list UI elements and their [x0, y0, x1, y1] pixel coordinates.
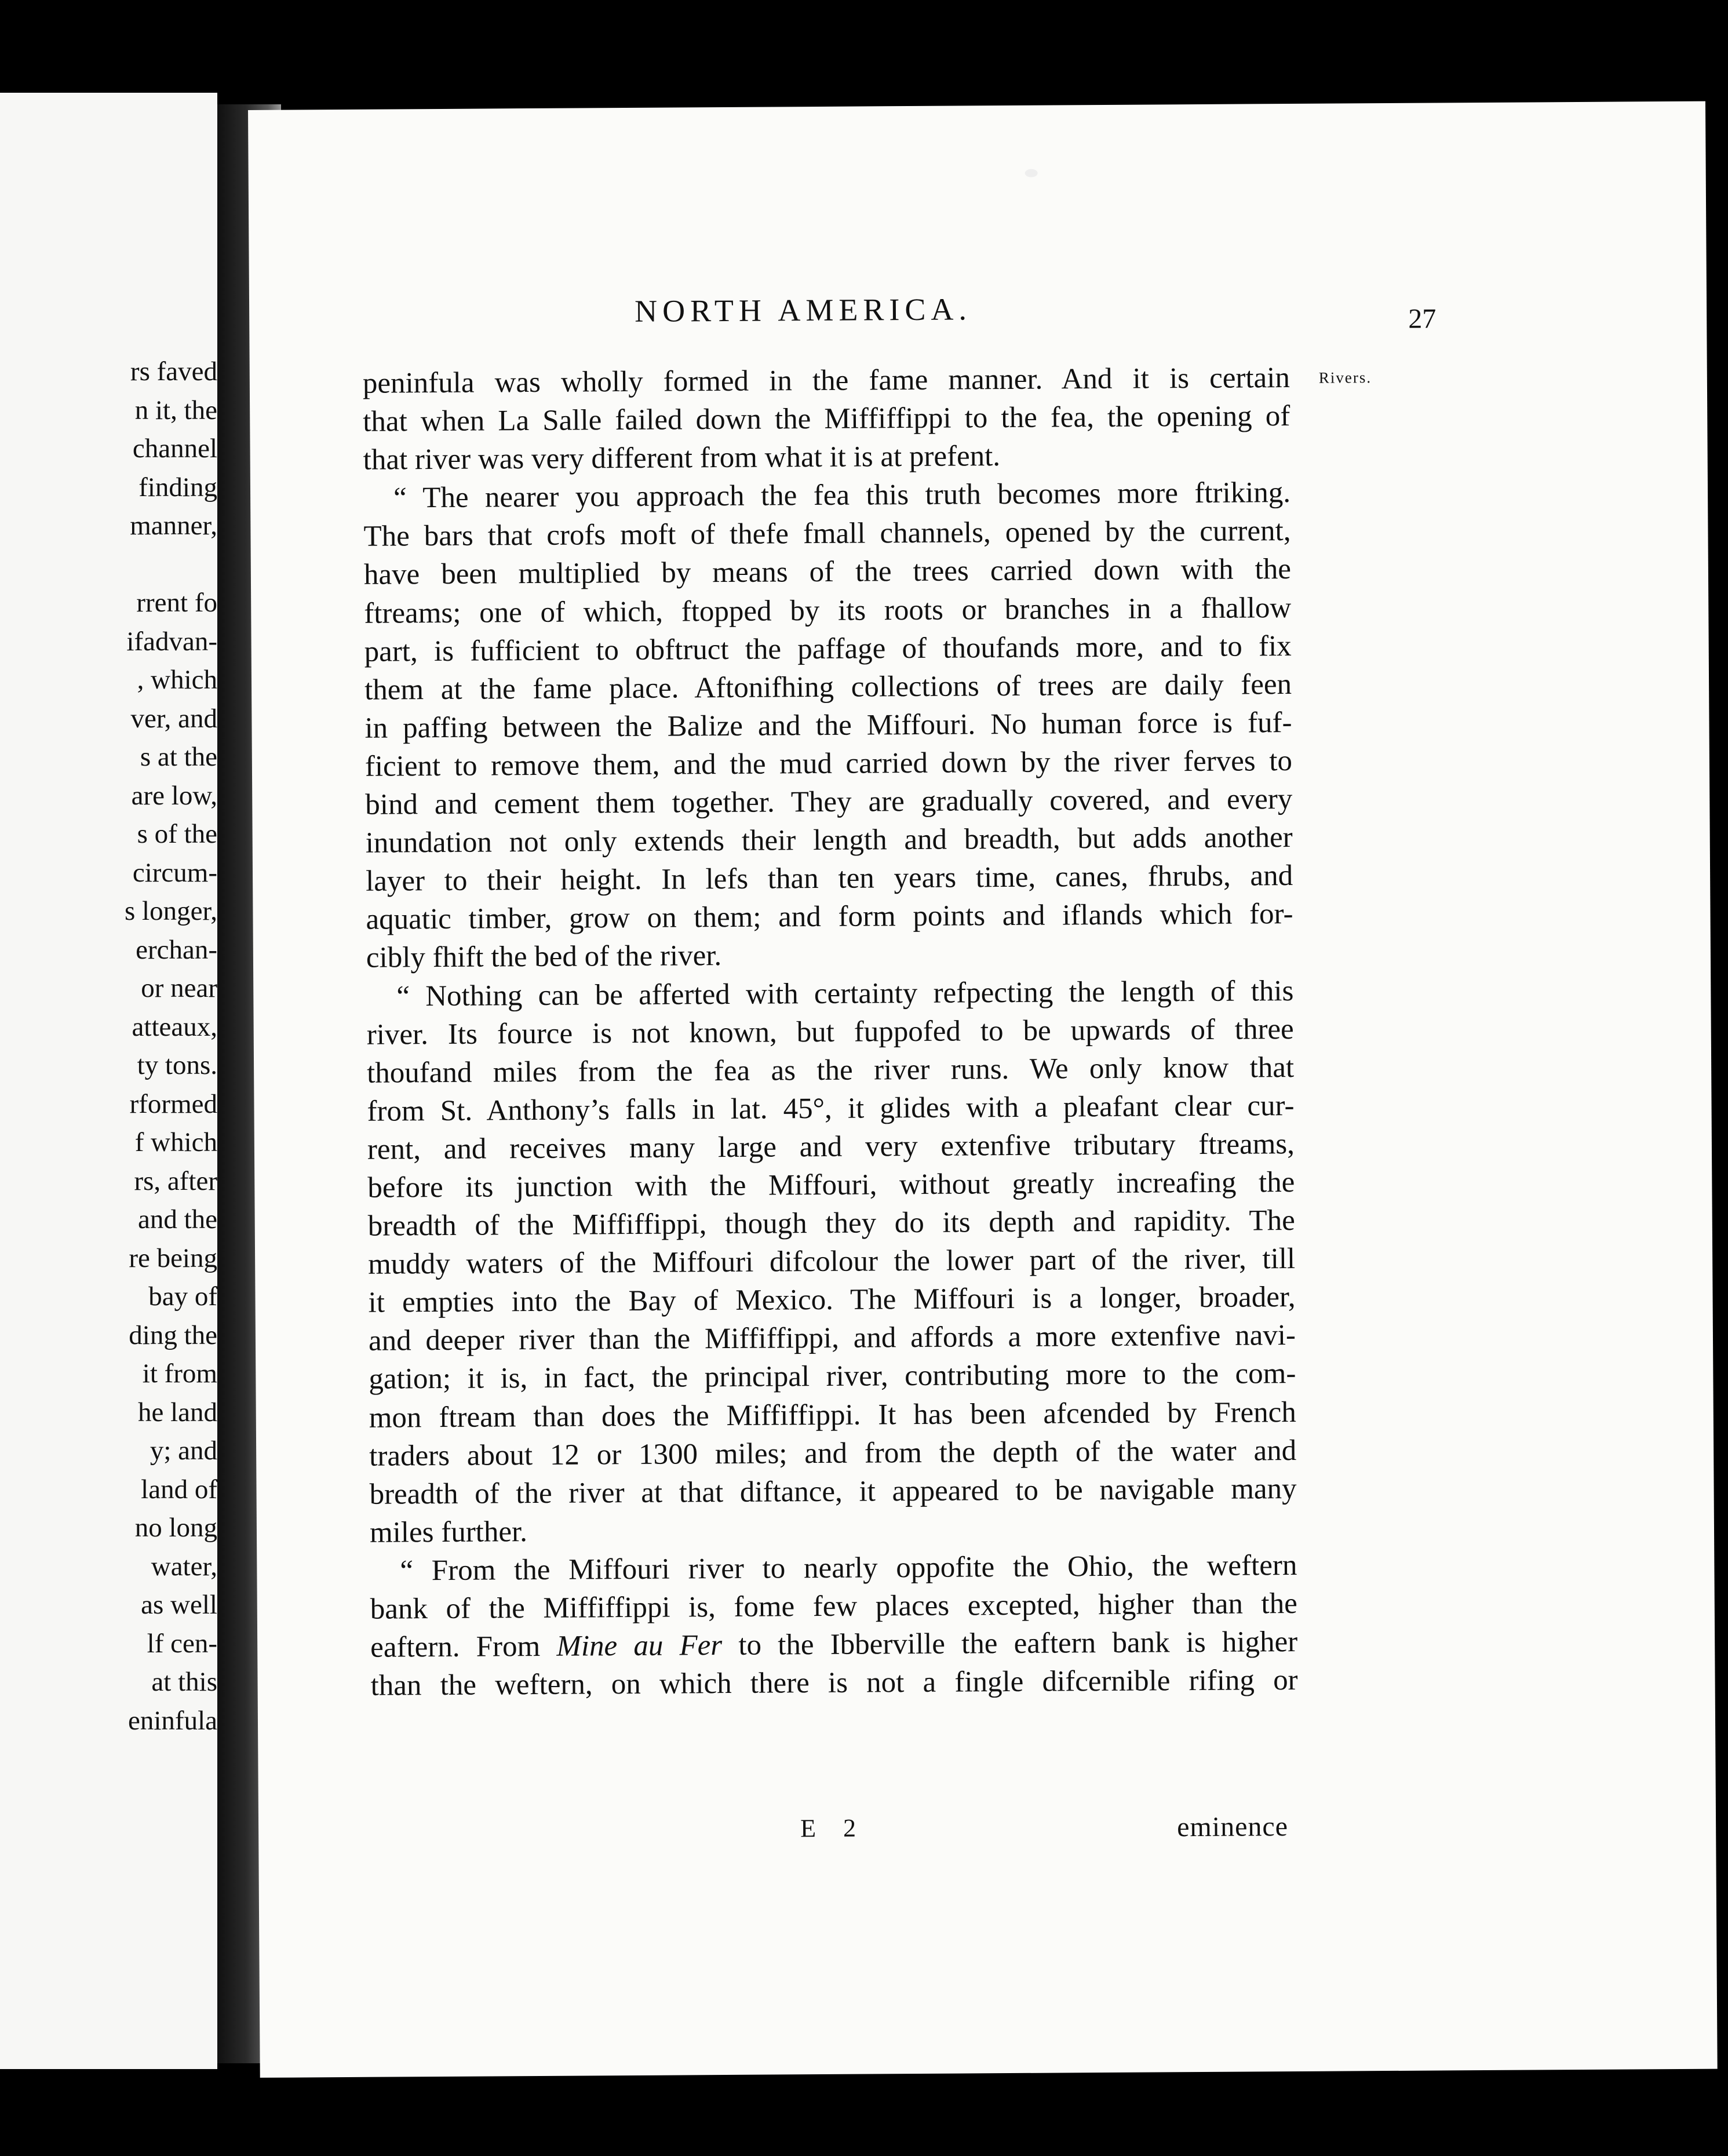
- left-facing-page: [0, 93, 217, 2069]
- left-page-line: or near: [141, 973, 217, 1003]
- left-page-line: it from: [142, 1359, 217, 1389]
- left-page-line: re being: [129, 1243, 217, 1273]
- text-line: rent, and receives many large and very extenfive tributary ftreams,: [367, 1127, 1295, 1166]
- text-line: ftreams; one of which, ftopped by its roots or branches in a fhallow: [364, 591, 1292, 630]
- text-line: inundation not only extends their length and breadth, but adds another: [365, 821, 1293, 860]
- text-line: part, is fufficient to obftruct the paffage of thoufands more, and to fix: [364, 629, 1292, 668]
- text-line: breadth of the river at that diftance, it appeared to be navigable many: [369, 1472, 1297, 1511]
- left-page-line: ver, and: [130, 703, 217, 734]
- left-page-line: atteaux,: [132, 1011, 217, 1042]
- left-page-line: channel: [132, 434, 217, 464]
- text-line: that when La Salle failed down the Miffiffippi to the fea, the opening of: [363, 400, 1290, 438]
- italic-place-name: Mine au Fer: [556, 1629, 723, 1663]
- left-page-line: manner,: [130, 511, 217, 541]
- left-page-line: bay of: [148, 1281, 217, 1312]
- text-segment: to the Ibberville the eaftern bank is higher: [722, 1626, 1298, 1662]
- signature-mark: E 2: [800, 1813, 867, 1843]
- left-page-line: rrent fo: [136, 588, 217, 618]
- text-line: than the weftern, on which there is not a fingle difcernible rifing or: [370, 1664, 1298, 1702]
- text-line: river. Its fource is not known, but fuppofed to be upwards of three: [366, 1013, 1294, 1051]
- text-line: gation; it is, in fact, the principal river, contributing more to the com-: [369, 1357, 1296, 1396]
- text-line: [370, 1623, 1297, 1667]
- text-line: muddy waters of the Miffouri difcolour the lower part of the river, till: [368, 1243, 1296, 1281]
- text-line: it empties into the Bay of Mexico. The Miffouri is a longer, broader,: [368, 1281, 1296, 1320]
- left-page-line: finding: [138, 472, 217, 502]
- left-page-line: s of the: [137, 819, 217, 849]
- left-page-line: and the: [137, 1204, 217, 1234]
- text-line: thoufand miles from the fea as the river runs. We only know that: [366, 1051, 1295, 1090]
- text-line: “ The nearer you approach the fea this truth becomes more ftriking.: [393, 476, 1291, 515]
- text-line: cibly fhift the bed of the river.: [366, 939, 722, 975]
- left-page-line: he land: [137, 1397, 217, 1427]
- text-line: traders about 12 or 1300 miles; and from the depth of the water and: [369, 1434, 1297, 1473]
- left-page-line: lf cen-: [147, 1628, 217, 1659]
- left-page-line: ding the: [129, 1320, 217, 1350]
- left-page-line: erchan-: [136, 934, 217, 965]
- body-text: [363, 359, 1298, 1705]
- left-page-line: at this: [151, 1667, 217, 1697]
- left-page-line: ifadvan-: [126, 626, 217, 657]
- left-page-line: ty tons.: [137, 1050, 217, 1080]
- left-page-line: [9, 545, 217, 584]
- left-page-text: [9, 352, 217, 1740]
- text-line: miles further.: [369, 1515, 528, 1549]
- left-page-line: rs, after: [134, 1166, 217, 1196]
- text-line: and deeper river than the Miffiffippi, and affords a more extenfive navi-: [368, 1319, 1296, 1358]
- text-line: them at the fame place. Aftonifhing collections of trees are daily feen: [364, 668, 1292, 706]
- left-page-line: circum-: [132, 857, 217, 888]
- text-line: aquatic timber, grow on them; and form points and iflands which for-: [366, 898, 1293, 937]
- text-line: peninfula was wholly formed in the fame manner. And it is certain: [362, 362, 1290, 400]
- left-page-line: n it, the: [134, 395, 217, 425]
- left-page-line: eninfula: [128, 1705, 217, 1736]
- catchword: eminence: [1176, 1811, 1289, 1843]
- left-page-line: , which: [137, 665, 217, 695]
- text-segment: eaftern. From: [370, 1630, 557, 1664]
- text-line: bind and cement them together. They are gradually covered, and every: [365, 783, 1293, 821]
- text-line: “ Nothing can be afferted with certainty refpecting the length of this: [396, 974, 1294, 1013]
- text-line: ficient to remove them, and the mud carried down by the river ferves to: [364, 744, 1293, 783]
- left-page-line: as well: [141, 1590, 217, 1620]
- left-page-line: s longer,: [125, 896, 217, 926]
- text-line: in paffing between the Balize and the Miffouri. No human force is fuf-: [364, 706, 1292, 745]
- left-page-line: y; and: [150, 1436, 217, 1466]
- left-page-line: no long: [134, 1513, 217, 1543]
- left-page-line: rformed: [129, 1088, 217, 1119]
- margin-note: Rivers.: [1318, 369, 1372, 387]
- left-page-line: are low,: [131, 780, 217, 811]
- right-page: [248, 101, 1718, 2078]
- left-page-line: water,: [151, 1551, 217, 1582]
- left-page-line: f which: [134, 1127, 217, 1157]
- text-line: layer to their height. In lefs than ten years time, canes, fhrubs, and: [365, 860, 1293, 898]
- text-line: from St. Anthony’s falls in lat. 45°, it glides with a pleafant clear cur-: [367, 1089, 1295, 1128]
- left-page-line: s at the: [140, 742, 217, 772]
- text-line: that river was very different from what it is at prefent.: [363, 440, 1001, 476]
- text-line: “ From the Miffouri river to nearly oppofite the Ohio, the weftern: [400, 1549, 1297, 1587]
- text-line: breadth of the Miffiffippi, though they do its depth and rapidity. The: [367, 1204, 1295, 1243]
- left-page-line: land of: [141, 1474, 217, 1505]
- text-line: before its junction with the Miffouri, without greatly increafing the: [367, 1166, 1295, 1204]
- page-number: 27: [1408, 303, 1437, 334]
- ink-mark: [1025, 169, 1038, 177]
- running-head: NORTH AMERICA.: [634, 292, 972, 329]
- left-page-line: rs faved: [130, 356, 217, 387]
- text-line: The bars that crofs moft of thefe fmall channels, opened by the current,: [363, 515, 1291, 553]
- text-line: bank of the Miffiffippi is, fome few places excepted, higher than the: [370, 1587, 1297, 1626]
- text-line: have been multiplied by means of the trees carried down with the: [363, 553, 1292, 592]
- text-line: mon ftream than does the Miffiffippi. It has been afcended by French: [369, 1396, 1296, 1434]
